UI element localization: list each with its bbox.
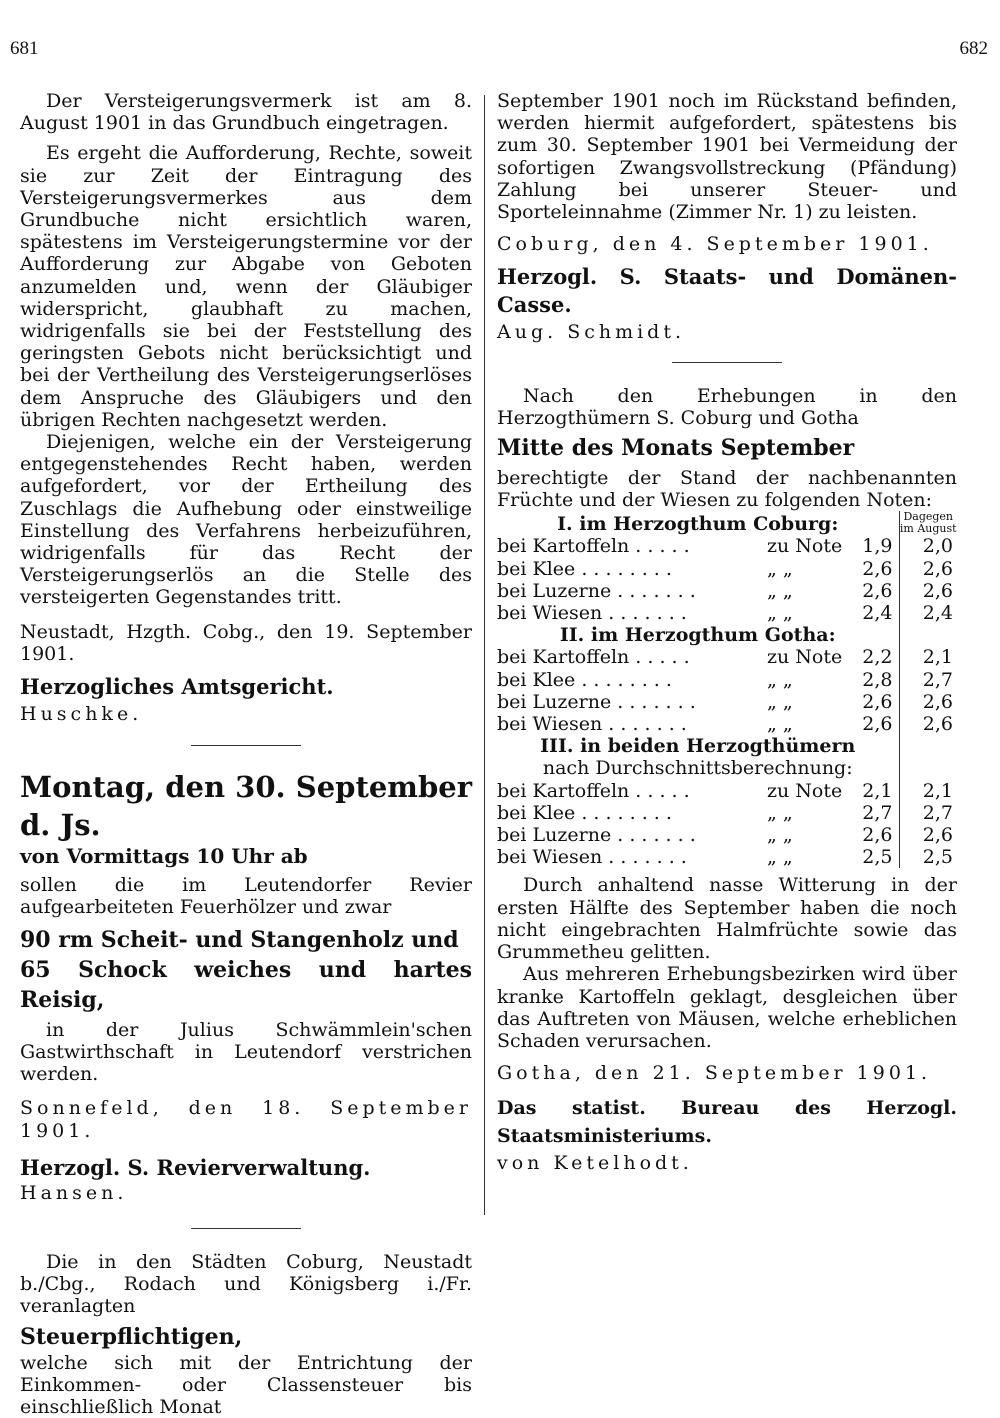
page-number-left: 681: [10, 38, 39, 59]
notice4-signature: von Ketelhodt.: [497, 1152, 693, 1175]
section-title: III. in beiden Herzogthümern: [540, 735, 856, 758]
grade-unit: „ „: [767, 602, 793, 625]
crop-name: bei Kartoffeln . . . . .: [497, 535, 690, 558]
crop-name: bei Klee . . . . . . . .: [497, 557, 672, 580]
empty-cell: [899, 624, 957, 646]
notice2-signature: Hansen.: [20, 1181, 128, 1204]
august-grade: 2,6: [899, 713, 957, 735]
grade-unit: „ „: [767, 690, 793, 713]
table-row: [497, 646, 957, 668]
august-grade: 2,6: [899, 691, 957, 713]
notice3-authority: Herzogl. S. Staats- und Domänen-Casse.: [497, 264, 957, 318]
notice2-authority: Herzogl. S. Revierverwaltung.: [20, 1154, 371, 1180]
august-column-header: Dagegen im August: [899, 510, 957, 536]
grade-unit: „ „: [767, 579, 793, 602]
table-row: [497, 535, 957, 557]
left-column: [20, 90, 472, 1418]
page-number-right: 682: [959, 38, 988, 59]
notice4-paragraph-2: Durch anhaltend nasse Witterung in der ersten Hälfte des September haben die noch nicht eingebrachten Halmfrüchte sowie das Grummetheu gelitten.: [497, 874, 957, 964]
august-grade: 2,7: [899, 669, 957, 691]
grade-unit: zu Note: [767, 779, 843, 802]
notice1-signature: Huschke.: [20, 703, 143, 726]
august-grade: 2,7: [899, 802, 957, 824]
crop-name: bei Kartoffeln . . . . .: [497, 646, 690, 669]
notice4-paragraph-3: Aus mehreren Erhebungsbezirken wird über kranke Kartoffeln geklagt, desgleichen über das Auftreten von Mäusen, welche erheblichen Schaden verursachen.: [497, 963, 957, 1052]
section-subtitle: nach Durchschnittsberechnung:: [542, 757, 853, 780]
grade-unit: „ „: [767, 824, 793, 847]
crop-name: bei Luzerne . . . . . . .: [497, 690, 696, 713]
notice1-paragraph-1: Der Versteigerungsvermerk ist am 8. August 1901 in das Grundbuch eingetragen.: [20, 90, 472, 135]
august-grade: 2,0: [899, 535, 957, 557]
notice2-subhead: von Vormittags 10 Uhr ab: [20, 844, 308, 869]
august-grade: 2,6: [899, 580, 957, 602]
september-grade: 2,6: [862, 557, 893, 580]
notice2-headline: Montag, den 30. September d. Js.: [20, 770, 472, 843]
notice1-authority: Herzogliches Amtsgericht.: [20, 674, 334, 700]
crop-name: bei Wiesen . . . . . . .: [497, 713, 687, 736]
grade-unit: „ „: [767, 846, 793, 869]
table-row: [497, 824, 957, 846]
crop-name: bei Klee . . . . . . . .: [497, 801, 672, 824]
section-header-row: [497, 511, 957, 535]
september-grade: 2,6: [862, 690, 893, 713]
grade-unit: zu Note: [767, 646, 843, 669]
september-grade: 2,6: [862, 713, 893, 736]
table-row: [497, 780, 957, 802]
notice3-continuation: September 1901 noch im Rückstand befinden, werden hiermit aufgefordert, spätestens bis zum 30. September 1901 bei Vermeidung der sofortigen Zwangsvollstreckung (Pfändung) Zahlung bei unserer Steuer- und Sporteleinnahme (Zimmer Nr. 1) zu leisten.: [497, 90, 957, 224]
august-grade: 2,4: [899, 602, 957, 624]
grade-unit: „ „: [767, 668, 793, 691]
separator-rule: [191, 1228, 301, 1229]
september-grade: 2,6: [862, 824, 893, 847]
notice4-intro: Nach den Erhebungen in den Herzogthümern S. Coburg und Gotha: [497, 384, 957, 429]
crop-name: bei Luzerne . . . . . . .: [497, 824, 696, 847]
notice1-paragraph-3: Diejenigen, welche ein der Versteigerung entgegenstehendes Recht haben, werden aufgefordert, vor der Ertheilung des Zuschlags die Aufhebung oder einstweilige Einstellung des Verfahrens herbeizuführen, widrigenfalls für das Recht der Versteigerungserlös an die Stelle des versteigerten Gegenstandes tritt.: [20, 431, 472, 609]
grade-unit: zu Note: [767, 535, 843, 558]
september-grade: 2,7: [862, 801, 893, 824]
september-grade: 2,8: [862, 668, 893, 691]
notice3-paragraph-2: welche sich mit der Entrichtung der Einkommen- oder Classensteuer bis einschließlich Monat: [20, 1351, 472, 1418]
column-divider: [484, 95, 485, 1215]
august-grade: 2,5: [899, 846, 957, 868]
notice4-authority: Das statist. Bureau des Herzogl. Staatsministeriums.: [497, 1097, 957, 1148]
september-grade: 1,9: [862, 535, 893, 558]
notice2-place-date: Sonnefeld, den 18. September 1901.: [20, 1097, 472, 1142]
separator-rule: [191, 745, 301, 746]
section-title: I. im Herzogthum Coburg:: [557, 513, 839, 536]
table-row: [497, 846, 957, 868]
notice2-item-1: 90 rm Scheit- und Stangenholz und: [20, 926, 459, 953]
notice4-headline: Mitte des Monats September: [497, 435, 855, 462]
notice1-place-date: Neustadt, Hzgth. Cobg., den 19. September 1901.: [20, 620, 472, 665]
notice3-signature: Aug. Schmidt.: [497, 321, 686, 344]
table-row: [497, 802, 957, 824]
right-column: [497, 90, 957, 1175]
notice2-paragraph-2: in der Julius Schwämmlein'schen Gastwirthschaft in Leutendorf verstrichen werden.: [20, 1018, 472, 1086]
grade-unit: „ „: [767, 713, 793, 736]
september-grade: 2,4: [862, 602, 893, 625]
empty-cell: [899, 757, 957, 779]
september-grade: 2,2: [862, 646, 893, 669]
september-grade: 2,1: [862, 779, 893, 802]
crop-name: bei Klee . . . . . . . .: [497, 668, 672, 691]
notice3-place-date: Coburg, den 4. September 1901.: [497, 233, 933, 256]
notice4-paragraph-1: berechtigte der Stand der nachbenannten Früchte und der Wiesen zu folgenden Noten:: [497, 467, 957, 512]
separator-rule: [672, 362, 782, 363]
crop-name: bei Kartoffeln . . . . .: [497, 779, 690, 802]
table-row: [497, 691, 957, 713]
notice3-headline: Steuerpflichtigen,: [20, 1323, 243, 1350]
table-row: [497, 713, 957, 735]
table-row: [497, 558, 957, 580]
notice2-item-2: 65 Schock weiches und hartes Reisig,: [20, 956, 472, 1013]
grade-unit: „ „: [767, 801, 793, 824]
september-grade: 2,6: [862, 579, 893, 602]
crop-name: bei Wiesen . . . . . . .: [497, 846, 687, 869]
august-grade: 2,1: [899, 646, 957, 668]
notice4-place-date: Gotha, den 21. September 1901.: [497, 1062, 932, 1085]
grade-unit: „ „: [767, 557, 793, 580]
table-row: [497, 669, 957, 691]
empty-cell: [899, 735, 957, 757]
september-grade: 2,5: [862, 846, 893, 869]
section-title: II. im Herzogthum Gotha:: [559, 624, 836, 647]
section-header-row: [497, 624, 957, 646]
section-subtitle-row: [497, 757, 957, 779]
table-row: [497, 602, 957, 624]
august-grade: 2,6: [899, 824, 957, 846]
crop-ratings-table: [497, 511, 957, 868]
crop-name: bei Luzerne . . . . . . .: [497, 579, 696, 602]
august-grade: 2,1: [899, 780, 957, 802]
section-header-row: [497, 735, 957, 757]
notice2-paragraph-1: sollen die im Leutendorfer Revier aufgearbeiteten Feuerhölzer und zwar: [20, 874, 472, 919]
table-row: [497, 580, 957, 602]
notice1-paragraph-2: Es ergeht die Aufforderung, Rechte, soweit sie zur Zeit der Eintragung des Versteigerungsvermerkes aus dem Grundbuche nicht ersichtlich waren, spätestens im Versteigerungstermine vor der Aufforderung zur Abgabe von Geboten anzumelden und, wenn der Gläubiger widerspricht, glaubhaft zu machen, widrigenfalls sie bei der Feststellung des geringsten Gebots nicht berücksichtigt und bei der Vertheilung des Versteigerungserlöses dem Anspruche des Gläubigers und den übrigen Rechten nachgesetzt werden.: [20, 142, 472, 431]
crop-name: bei Wiesen . . . . . . .: [497, 602, 687, 625]
notice3-paragraph-1: Die in den Städten Coburg, Neustadt b./Cbg., Rodach und Königsberg i./Fr. veranlagten: [20, 1250, 472, 1318]
august-grade: 2,6: [899, 558, 957, 580]
